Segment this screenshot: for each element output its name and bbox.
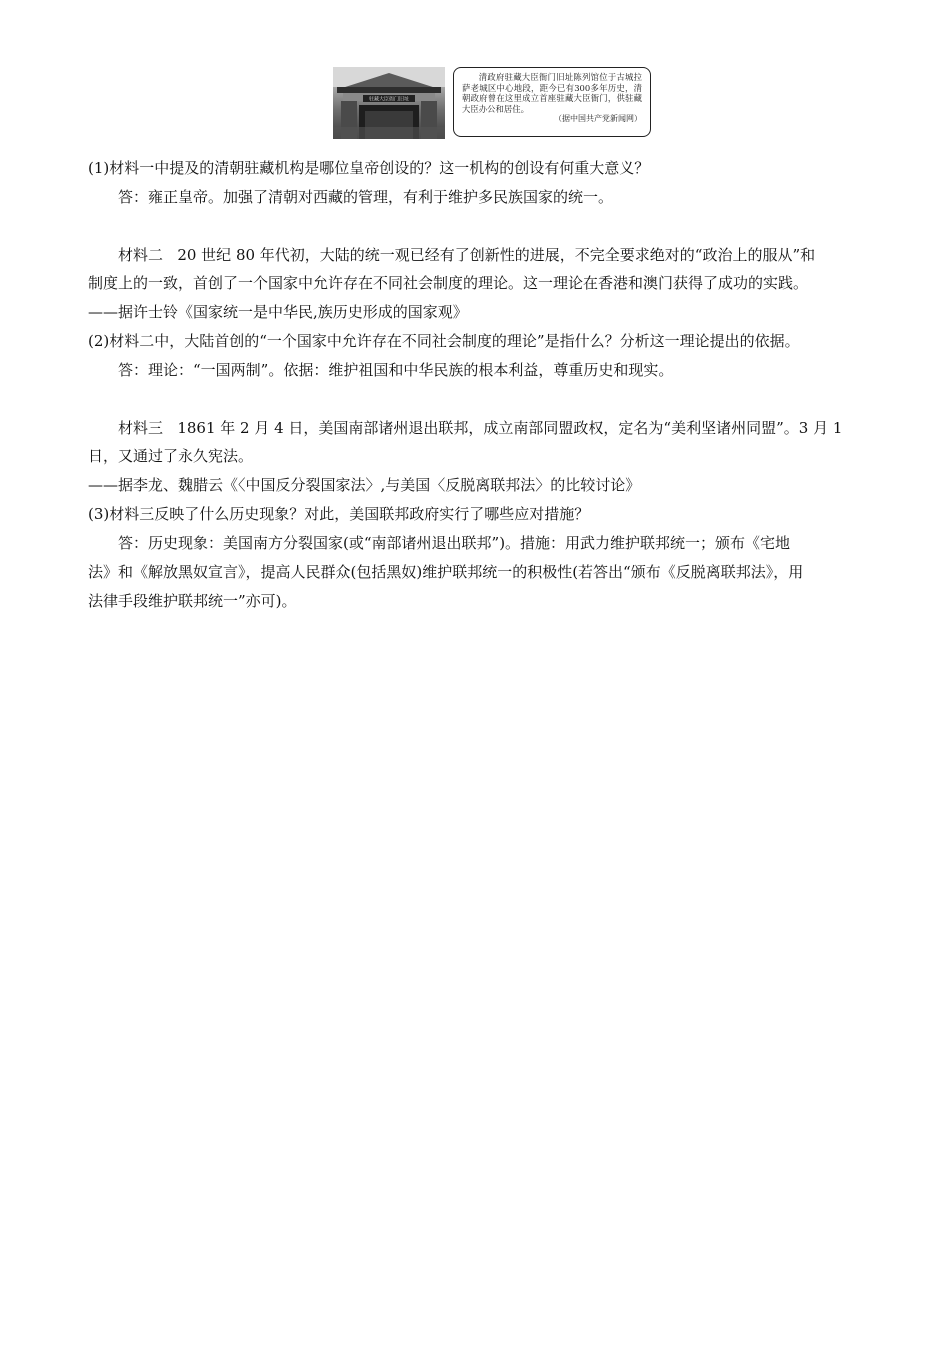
material-three-line-2: 日，又通过了永久宪法。 (88, 447, 254, 465)
material-one-figure (333, 67, 653, 141)
caption-text: 清政府驻藏大臣衙门旧址陈列馆位于古城拉萨老城区中心地段，距今已有300多年历史，清朝政府曾在这里成立首座驻藏大臣衙门，供驻藏大臣办公和居住。 (462, 72, 642, 114)
caption-box (453, 67, 651, 137)
material-three-text-1: 1861 年 2 月 4 日，美国南部诸州退出联邦，成立南部同盟政权，定名为“美利坚诸州同盟”。3 月 1 (177, 419, 843, 437)
gate-sign-text: 驻藏大臣衙门旧址 (368, 96, 410, 103)
material-three-label: 材料三 (118, 419, 164, 437)
material-three-source: ——据李龙、魏腊云《〈中国反分裂国家法〉,与美国〈反脱离联邦法〉的比较讨论》 (88, 476, 641, 494)
material-two-text-1: 20 世纪 80 年代初，大陆的统一观已经有了创新性的进展，不完全要求绝对的“政治上的服从”和 (177, 246, 816, 264)
material-two-line-1 (88, 244, 908, 266)
caption-source: （据中国共产党新闻网） (554, 114, 642, 124)
answer-1: 答：雍正皇帝。加强了清朝对西藏的管理，有利于维护多民族国家的统一。 (118, 188, 614, 206)
material-three-line-1 (88, 417, 908, 439)
answer-2: 答：理论：“一国两制”。依据：维护祖国和中华民族的根本利益，尊重历史和现实。 (118, 361, 674, 379)
question-1: (1)材料一中提及的清朝驻藏机构是哪位皇帝创设的？这一机构的创设有何重大意义？ (88, 159, 650, 177)
question-2: (2)材料二中，大陆首创的“一个国家中允许存在不同社会制度的理论”是指什么？分析这一理论提出的依据。 (88, 332, 800, 350)
material-two-source: ——据许士铃《国家统一是中华民,族历史形成的国家观》 (88, 303, 468, 321)
gate-photo (333, 67, 445, 139)
answer-3-line-1: 答：历史现象：美国南方分裂国家(或“南部诸州退出联邦”)。措施：用武力维护联邦统一；颁布《宅地 (118, 534, 791, 552)
material-two-line-2: 制度上的一致，首创了一个国家中允许存在不同社会制度的理论。这一理论在香港和澳门获得了成功的实践。 (88, 274, 809, 292)
gate-photo-drawing (333, 67, 445, 139)
question-3: (3)材料三反映了什么历史现象？对此，美国联邦政府实行了哪些应对措施？ (88, 505, 590, 523)
answer-3-line-2: 法》和《解放黑奴宣言》，提高人民群众(包括黑奴)维护联邦统一的积极性(若答出“颁布《反脱离联邦法》，用 (88, 563, 804, 581)
answer-3-line-3: 法律手段维护联邦统一”亦可)。 (88, 592, 297, 610)
material-two-label: 材料二 (118, 246, 164, 264)
